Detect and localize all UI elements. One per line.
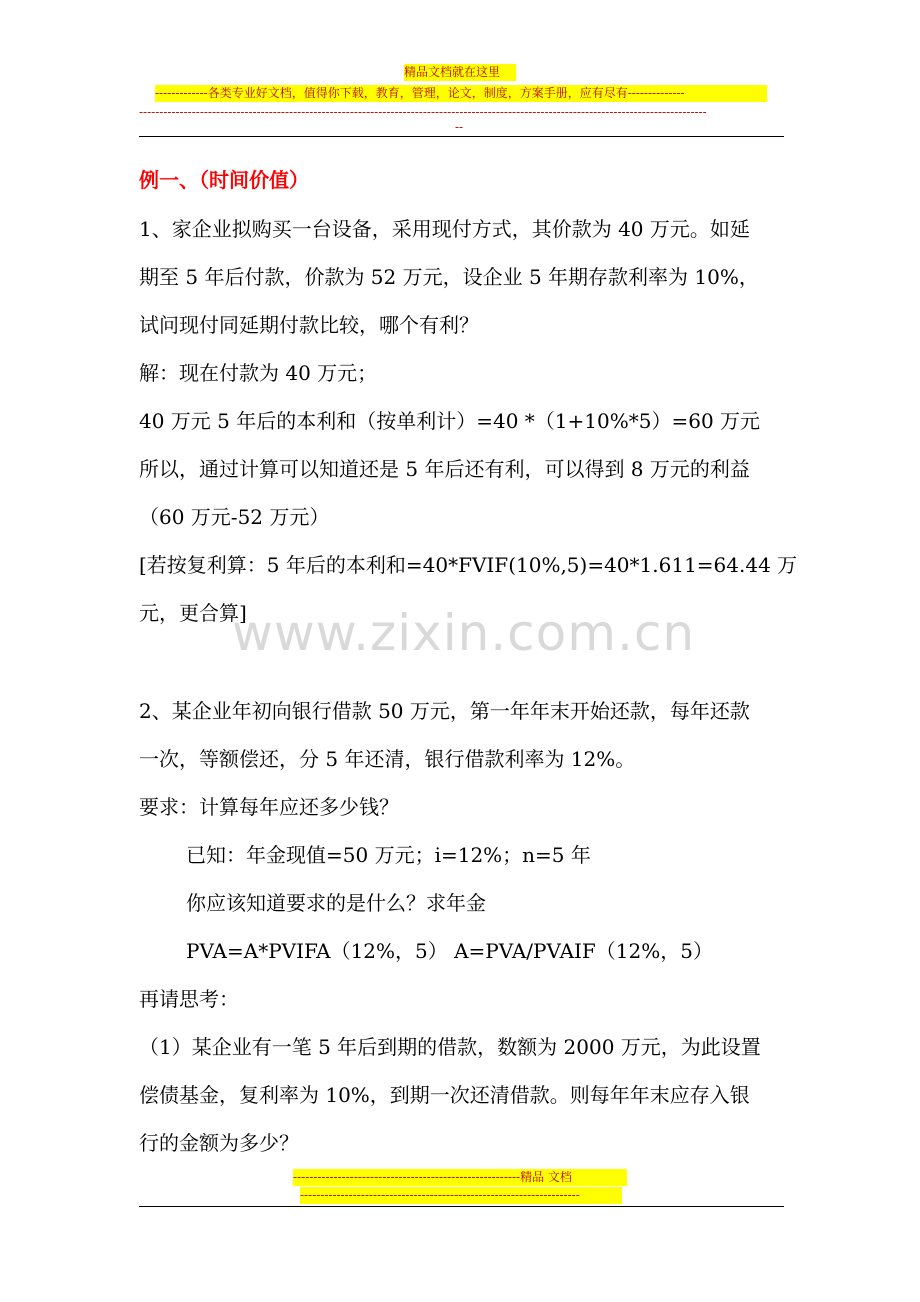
section-heading: 例一、（时间价值） [139,168,309,192]
text-line: 已知：年金现值=50 万元；i=12%；n=5 年 [186,843,591,867]
text-line: 再请思考： [139,987,239,1011]
header-dash-line: -------------------------------------------------------------------------------------------------------------------------------------------- [139,105,707,119]
header-dash-tail: -- [455,120,464,134]
text-line: （60 万元-52 万元） [139,505,330,529]
footer-line-2: --------------------------------------------------------------------- [300,1187,622,1204]
text-line: PVA=A*PVIFA（12%，5） A=PVA/PVAIF（12%，5） [186,939,713,963]
footer-rule [139,1206,784,1207]
text-line: 2、某企业年初向银行借款 50 万元，第一年年末开始还款，每年还款 [139,699,750,723]
text-line: 行的金额为多少？ [139,1131,299,1155]
footer-line-1: --------------------------------------------------------精品 文档 [293,1169,627,1186]
text-line: 试问现付同延期付款比较，哪个有利？ [139,313,479,337]
text-line: 1、家企业拟购买一台设备，采用现付方式，其价款为 40 万元。如延 [139,217,750,241]
text-line: 一次，等额偿还，分 5 年还清，银行借款利率为 12%。 [139,747,636,771]
text-line: （1）某企业有一笔 5 年后到期的借款，数额为 2000 万元，为此设置 [139,1035,761,1059]
text-line: 所以，通过计算可以知道还是 5 年后还有利，可以得到 8 万元的利益 [139,457,750,481]
text-line: 解：现在付款为 40 万元； [139,361,378,385]
text-line: 期至 5 年后付款，价款为 52 万元，设企业 5 年期存款利率为 10%， [139,265,759,289]
text-line: 你应该知道要求的是什么？求年金 [186,891,486,915]
header-title: 精品文档就在这里 [404,64,516,81]
watermark: www.zixin.com.cn [232,604,696,662]
text-line: [若按复利算：5 年后的本利和=40*FVIF(10%,5)=40*1.611=64.44 万 [139,553,798,577]
text-line: 40 万元 5 年后的本利和（按单利计）=40 *（1+10%*5）=60 万元 [139,409,761,433]
header-rule [139,136,784,137]
text-line: 要求：计算每年应还多少钱？ [139,795,399,819]
text-line: 偿债基金，复利率为 10%，到期一次还清借款。则每年年末应存入银 [139,1083,750,1107]
text-line: 元，更合算] [139,601,247,625]
header-slogan: -------------各类专业好文档，值得你下载，教育，管理，论文，制度，方案手册，应有尽有-------------- [155,85,767,102]
